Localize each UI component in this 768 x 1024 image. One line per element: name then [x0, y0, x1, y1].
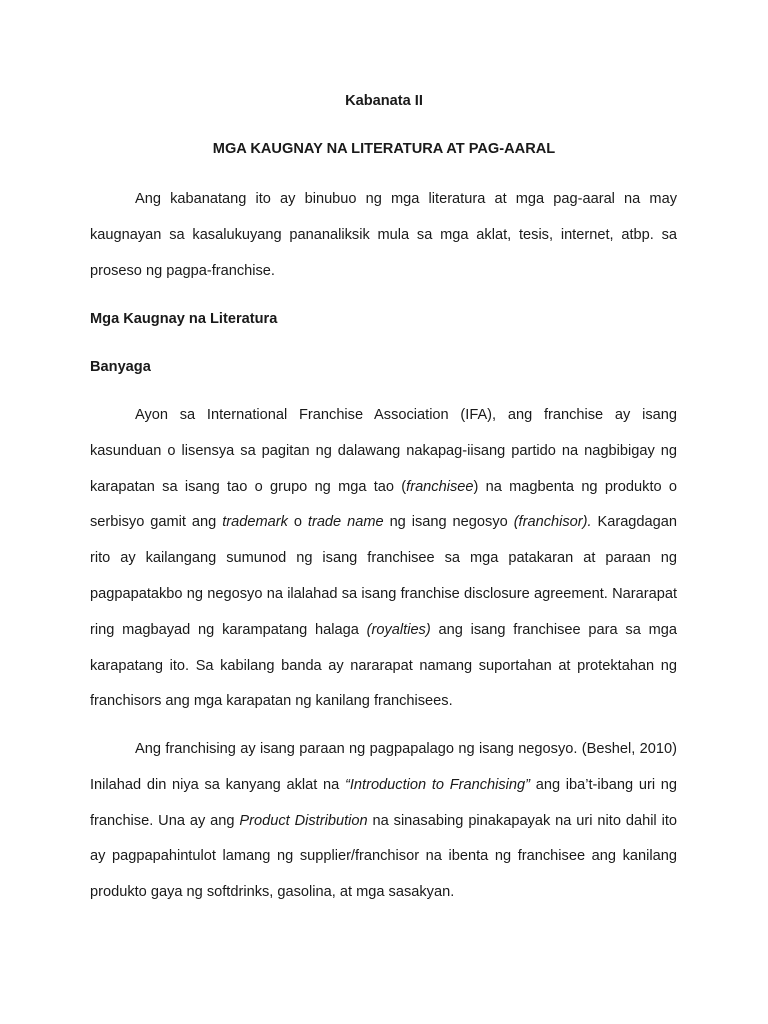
paragraph-text: ) na magbenta ng produkto o serbisyo gamit ang	[90, 478, 677, 531]
book-title: “Introduction to Franchising”	[345, 776, 531, 793]
chapter-label: Kabanata II	[345, 93, 423, 109]
paragraph-text: ng isang negosyo	[383, 514, 514, 531]
paragraph-text: Ang franchising ay isang paraan ng pagpapalago ng isang negosyo. (Beshel, 2010) Inilahad din niya sa kanyang aklat na	[90, 741, 677, 793]
paragraph-text: ang isang franchisee para sa mga karapatang ito. Sa kabilang banda ay nararapat namang suportahan at protektahan ng franchisors ang mga karapatan ng kanilang franchisees.	[90, 621, 677, 710]
paragraph-text: o	[287, 514, 308, 531]
section-heading: Mga Kaugnay na Literatura	[90, 311, 278, 327]
intro-paragraph: Ang kabanatang ito ay binubuo ng mga literatura at mga pag-aaral na may kaugnayan sa kasalukuyang pananaliksik mula sa mga aklat, tesis, internet, atbp. sa proseso ng pagpa-franchise.	[90, 191, 677, 279]
term-trademark: trademark	[222, 514, 288, 531]
paragraph-text: ang iba’t-ibang uri ng franchise. Una ay ang	[90, 776, 677, 829]
term-trade-name: trade name	[307, 514, 384, 531]
subsection-heading: Banyaga	[90, 359, 151, 375]
term-royalties: (royalties)	[366, 621, 431, 638]
franchising-types-paragraph	[90, 732, 677, 911]
paragraph-text: Karagdagan rito ay kailangang sumunod ng isang franchisee sa mga patakaran at paraan ng pagpapatakbo ng negosyo na ilalahad sa isang franchise disclosure agreement. Nararapat ring magbayad ng karampatang halaga	[90, 514, 678, 638]
term-product-distribution: Product Distribution	[239, 812, 368, 829]
paragraph-text: na sinasabing pinakapayak na uri nito dahil ito ay pagpapahintulot lamang ng supplier/franchisor na ibenta ng franchisee ang kanilang produkto gaya ng softdrinks, gasolina, at mga sasakyan.	[90, 812, 677, 901]
ifa-definition-paragraph	[90, 398, 677, 720]
term-franchisor: (franchisor).	[513, 514, 592, 531]
term-franchisee: franchisee	[406, 478, 474, 495]
chapter-title: MGA KAUGNAY NA LITERATURA AT PAG-AARAL	[212, 141, 556, 157]
paragraph-text: Ayon sa International Franchise Association (IFA), ang franchise ay isang kasunduan o lisensya sa pagitan ng dalawang nakapag-iisang partido na nagbibigay ng karapatan sa isang tao o grupo ng mga tao (	[90, 407, 677, 495]
